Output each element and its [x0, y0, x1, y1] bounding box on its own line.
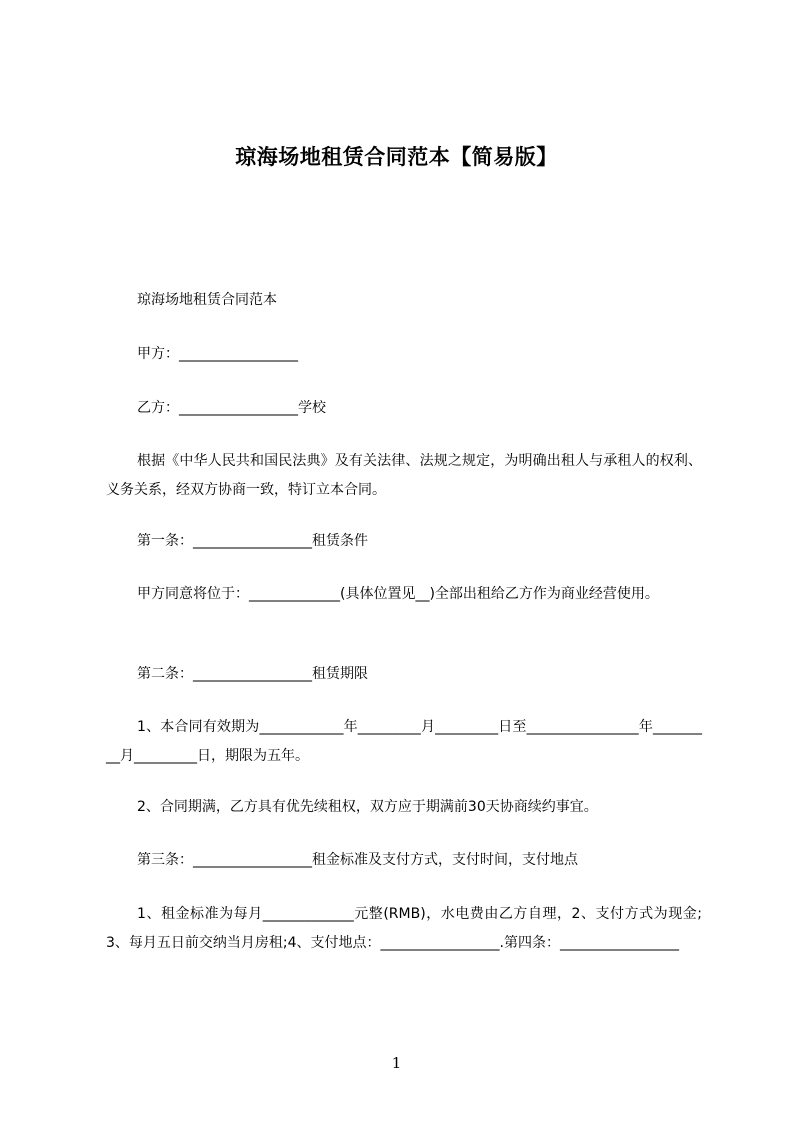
- article-1-body: 甲方同意将位于：_____________(具体位置见__)全部出租给乙方作为商业经营使用。: [137, 586, 659, 602]
- article-3-heading: 第三条：_________________租金标准及支付方式，支付时间，支付地点: [137, 852, 578, 868]
- article-2-item-1: 1、本合同有效期为____________年_________月_________日至________________年_________月_________日，期限为五年。: [106, 719, 702, 764]
- party-b-line: 乙方：_________________学校: [137, 400, 326, 416]
- preamble-paragraph: 根据《中华人民共和国民法典》及有关法律、法规之规定，为明确出租人与承租人的权利、义务关系，经双方协商一致，特订立本合同。: [106, 453, 702, 498]
- article-1-heading: 第一条：_________________租赁条件: [137, 533, 368, 549]
- party-a-line: 甲方：_________________: [137, 346, 298, 362]
- contract-subtitle: 琼海场地租赁合同范本: [137, 292, 277, 308]
- page-title: 琼海场地租赁合同范本【简易版】: [235, 145, 558, 169]
- page-number: 1: [391, 1054, 402, 1072]
- article-2-item-2: 2、合同期满，乙方具有优先续租权，双方应于期满前30天协商续约事宜。: [137, 799, 598, 815]
- article-3-body: 1、租金标准为每月_____________元整(RMB)，水电费由乙方自理，2、支付方式为现金;3、每月五日前交纳当月房租;4、支付地点：_________________.第四条：_________________: [106, 906, 702, 951]
- article-2-heading: 第二条：_________________租赁期限: [137, 666, 368, 682]
